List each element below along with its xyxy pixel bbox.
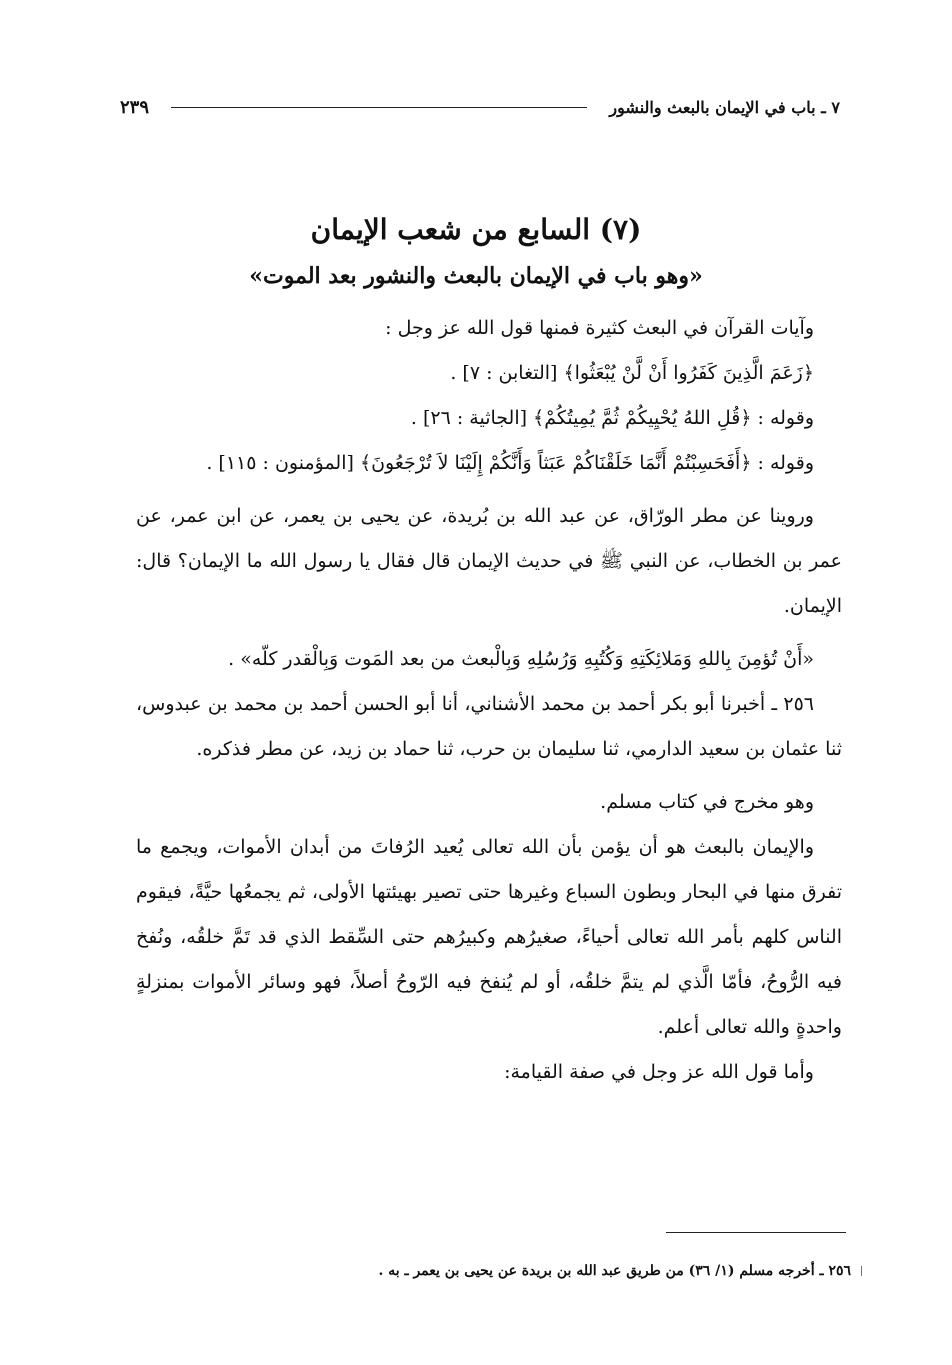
body-text [136, 306, 842, 1095]
paragraph-narration: وروينا عن مطر الورّاق، عن عبد الله بن بُريدة، عن يحيى بن يعمر، عن ابن عمر، عن عمر بن الخطاب، عن النبي ﷺ في حديث الإيمان قال فقال يا رسول الله ما الإيمان؟ قال: الإيمان. [136, 505, 842, 617]
footnote-text: ٢٥٦ ـ أخرجه مسلم (١/ ٣٦) من طريق عبد الله بن بريدة عن يحيى بن يعمر ـ به . [378, 1263, 851, 1279]
header-rule [171, 107, 587, 108]
hadith-text: «أَنْ تُؤمِنَ بِاللهِ وَمَلائِكَتِهِ وَكُتُبِهِ وَرُسُلِهِ وَبِالْبعث من بعد المَوت وَبِالْقدر كلّه» . [228, 648, 814, 670]
paragraph-muslim: وهو مخرج في كتاب مسلم. [600, 791, 814, 813]
quran-verse-taghabun: ﴿زَعَمَ الَّذِينَ كَفَرُوا أَنْ لَّنْ يُبْعَثُوا﴾ [التغابن : ٧] . [450, 362, 814, 384]
running-title: ٧ ـ باب في الإيمان بالبعث والنشور [609, 97, 840, 117]
paragraph-qiyama: وأما قول الله عز وجل في صفة القيامة: [504, 1061, 814, 1083]
footnote [200, 1258, 862, 1284]
running-header [120, 92, 840, 122]
footnote-mark [861, 1266, 862, 1276]
footnote-rule [666, 1232, 846, 1233]
paragraph-explanation: والإيمان بالبعث هو أن يؤمن بأن الله تعالى يُعيد الرُفاتَ من أبدان الأموات، ويجمع ما تفرق منها في البحار وبطون السباع وغيرها حتى تصير بهيئتها الأولى، ثم يجمعُها حيَّةً، فيقوم الناس كلهم بأمر الله تعالى أحياءً، صغيرُهم وكبيرُهم حتى السِّقط الذي قد تَمَّ خلقُه، ونُفخ فيه الرُّوحُ، فأمّا الَّذي لم يتمَّ خلقُه، أو لم يُنفخ فيه الرّوحُ أصلاً، فهو وسائر الأموات بمنزلةٍ واحدةٍ والله تعالى أعلم. [136, 836, 842, 1038]
page-number: ٢٣٩ [120, 96, 150, 118]
hadith-256-chain: ٢٥٦ ـ أخبرنا أبو بكر أحمد بن محمد الأشناني، أنا أبو الحسن أحمد بن محمد بن عبدوس، ثنا عثمان بن سعيد الدارمي، ثنا سليمان بن حرب، ثنا حماد بن زيد، عن مطر فذكره. [136, 693, 842, 760]
quran-verse-muminun: وقوله : ﴿أَفَحَسِبْتُمْ أَنَّمَا خَلَقْنَاكُمْ عَبَثاً وَأَنَّكُمْ إِلَيْنَا لاَ تُرْجَعُونَ﴾ [المؤمنون : ١١٥] . [206, 452, 814, 474]
paragraph-intro: وآيات القرآن في البعث كثيرة فمنها قول الله عز وجل : [385, 317, 814, 339]
quran-verse-jathiya: وقوله : ﴿قُلِ اللهُ يُحْيِيكُمْ ثُمَّ يُمِيتُكُمْ﴾ [الجاثية : ٢٦] . [410, 407, 814, 429]
chapter-subtitle: «وهو باب في الإيمان بالبعث والنشور بعد الموت» [249, 263, 703, 289]
chapter-title: (٧) السابع من شعب الإيمان [310, 213, 642, 246]
